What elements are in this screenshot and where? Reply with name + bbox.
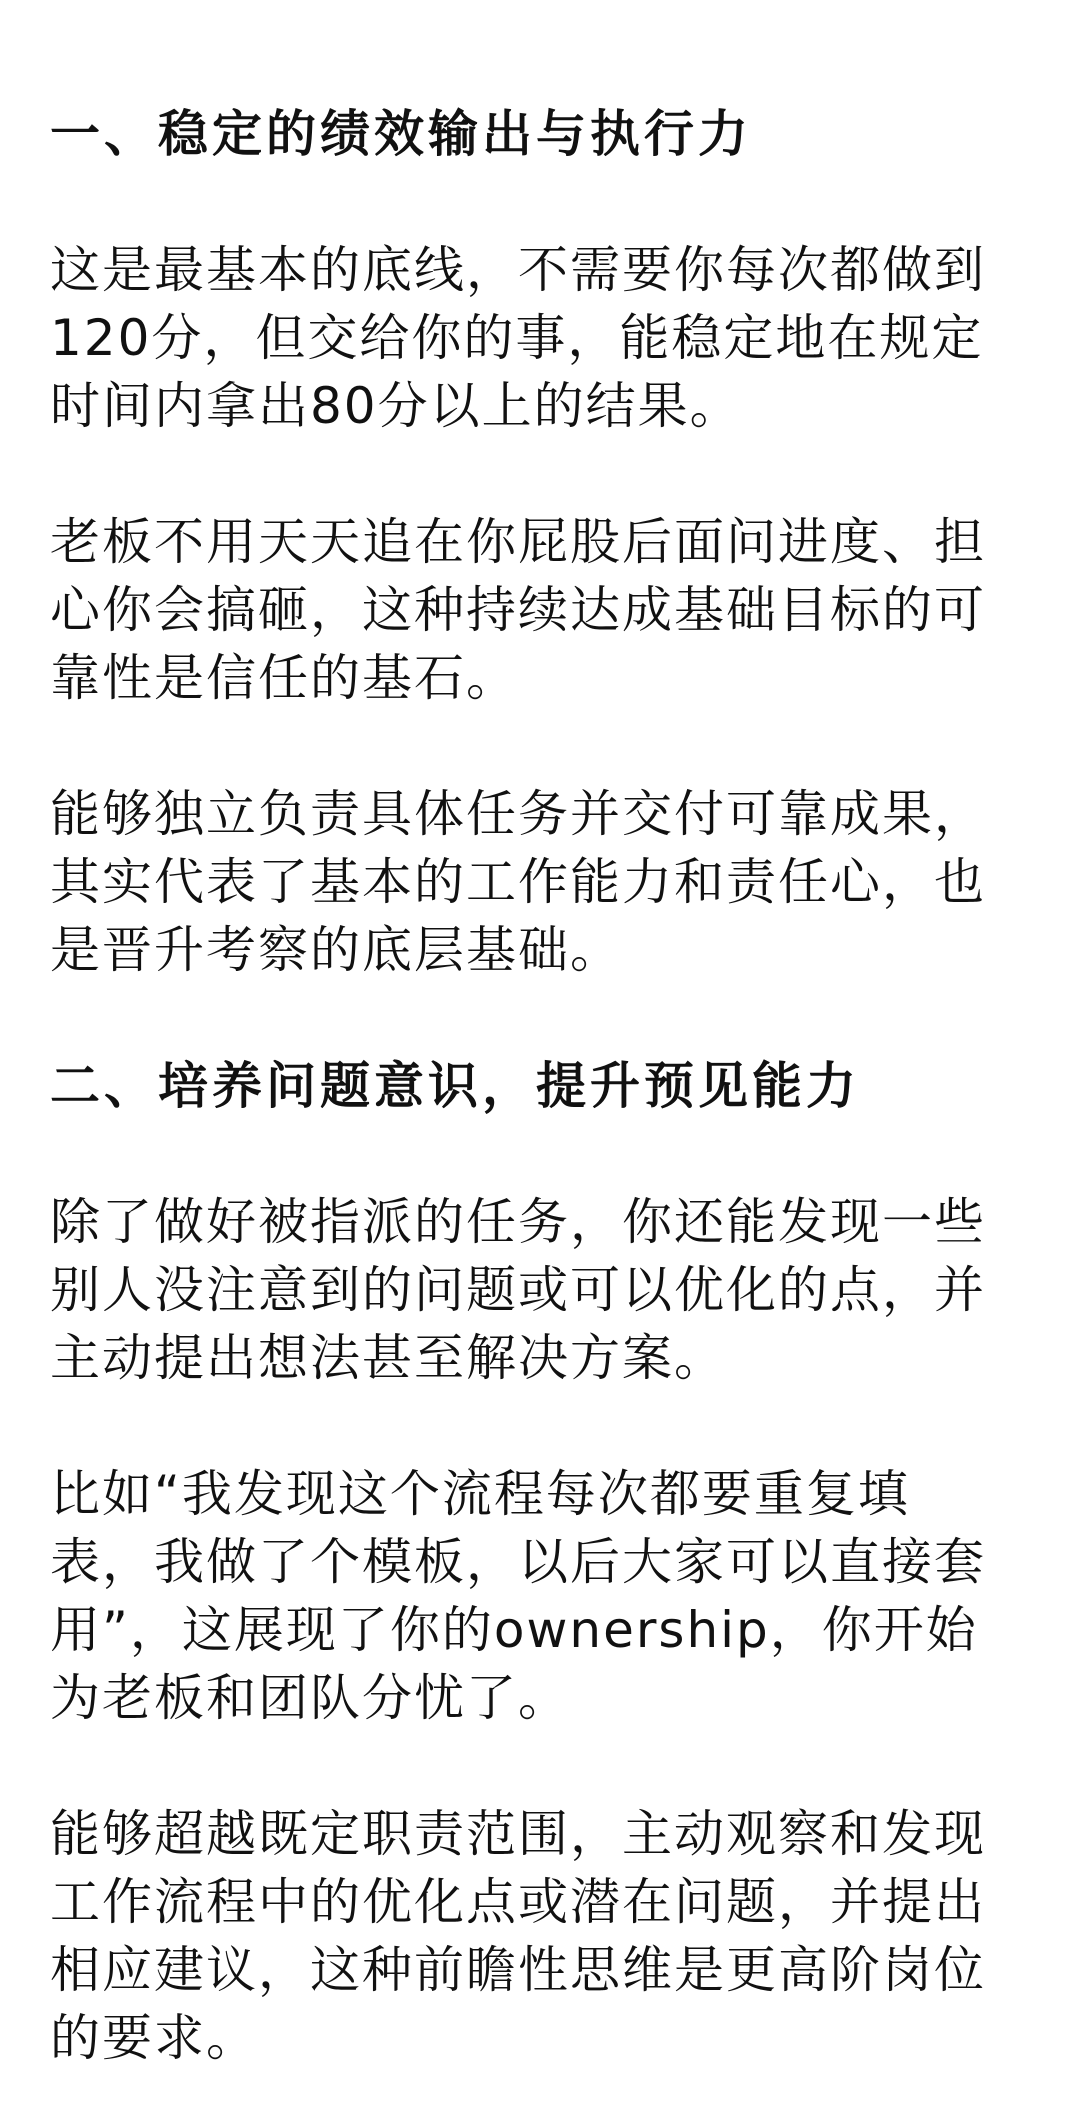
text-line: 比如“我发现这个流程每次都要重复填 xyxy=(50,1465,910,1523)
text-line: 工作流程中的优化点或潜在问题，并提出 xyxy=(50,1873,986,1931)
text-line: 其实代表了基本的工作能力和责任心，也 xyxy=(50,853,986,911)
text-line: 用”，这展现了你的ownership，你开始 xyxy=(50,1601,978,1659)
text-line: 时间内拿出80分以上的结果。 xyxy=(50,377,742,435)
section-2-paragraph-1 xyxy=(50,1188,1030,1392)
text-line: 老板不用天天追在你屁股后面问进度、担 xyxy=(50,513,986,571)
text-line: 能够独立负责具体任务并交付可靠成果， xyxy=(50,785,986,843)
text-line: 这是最基本的底线，不需要你每次都做到 xyxy=(50,241,986,299)
section-2-paragraph-3 xyxy=(50,1800,1030,2072)
text-line: 相应建议，这种前瞻性思维是更高阶岗位 xyxy=(50,1941,986,1999)
text-line: 120分，但交给你的事，能稳定地在规定 xyxy=(50,309,984,367)
text-line: 别人没注意到的问题或可以优化的点，并 xyxy=(50,1261,986,1319)
section-1-heading: 一、稳定的绩效输出与执行力 xyxy=(50,105,752,163)
section-1-paragraph-2 xyxy=(50,508,1030,712)
text-line: 除了做好被指派的任务，你还能发现一些 xyxy=(50,1193,986,1251)
section-1-paragraph-1 xyxy=(50,236,1030,440)
text-line: 能够超越既定职责范围，主动观察和发现 xyxy=(50,1805,986,1863)
text-line: 为老板和团队分忧了。 xyxy=(50,1669,570,1727)
text-line: 表，我做了个模板，以后大家可以直接套 xyxy=(50,1533,986,1591)
text-line: 心你会搞砸，这种持续达成基础目标的可 xyxy=(50,581,986,639)
article xyxy=(50,0,1030,2114)
section-2-paragraph-2 xyxy=(50,1460,1030,1732)
text-line: 的要求。 xyxy=(50,2009,258,2067)
text-line: 主动提出想法甚至解决方案。 xyxy=(50,1329,726,1387)
text-line: 是晋升考察的底层基础。 xyxy=(50,921,622,979)
section-1-paragraph-3 xyxy=(50,780,1030,984)
text-line: 靠性是信任的基石。 xyxy=(50,649,518,707)
section-2-heading: 二、培养问题意识，提升预见能力 xyxy=(50,1057,860,1115)
